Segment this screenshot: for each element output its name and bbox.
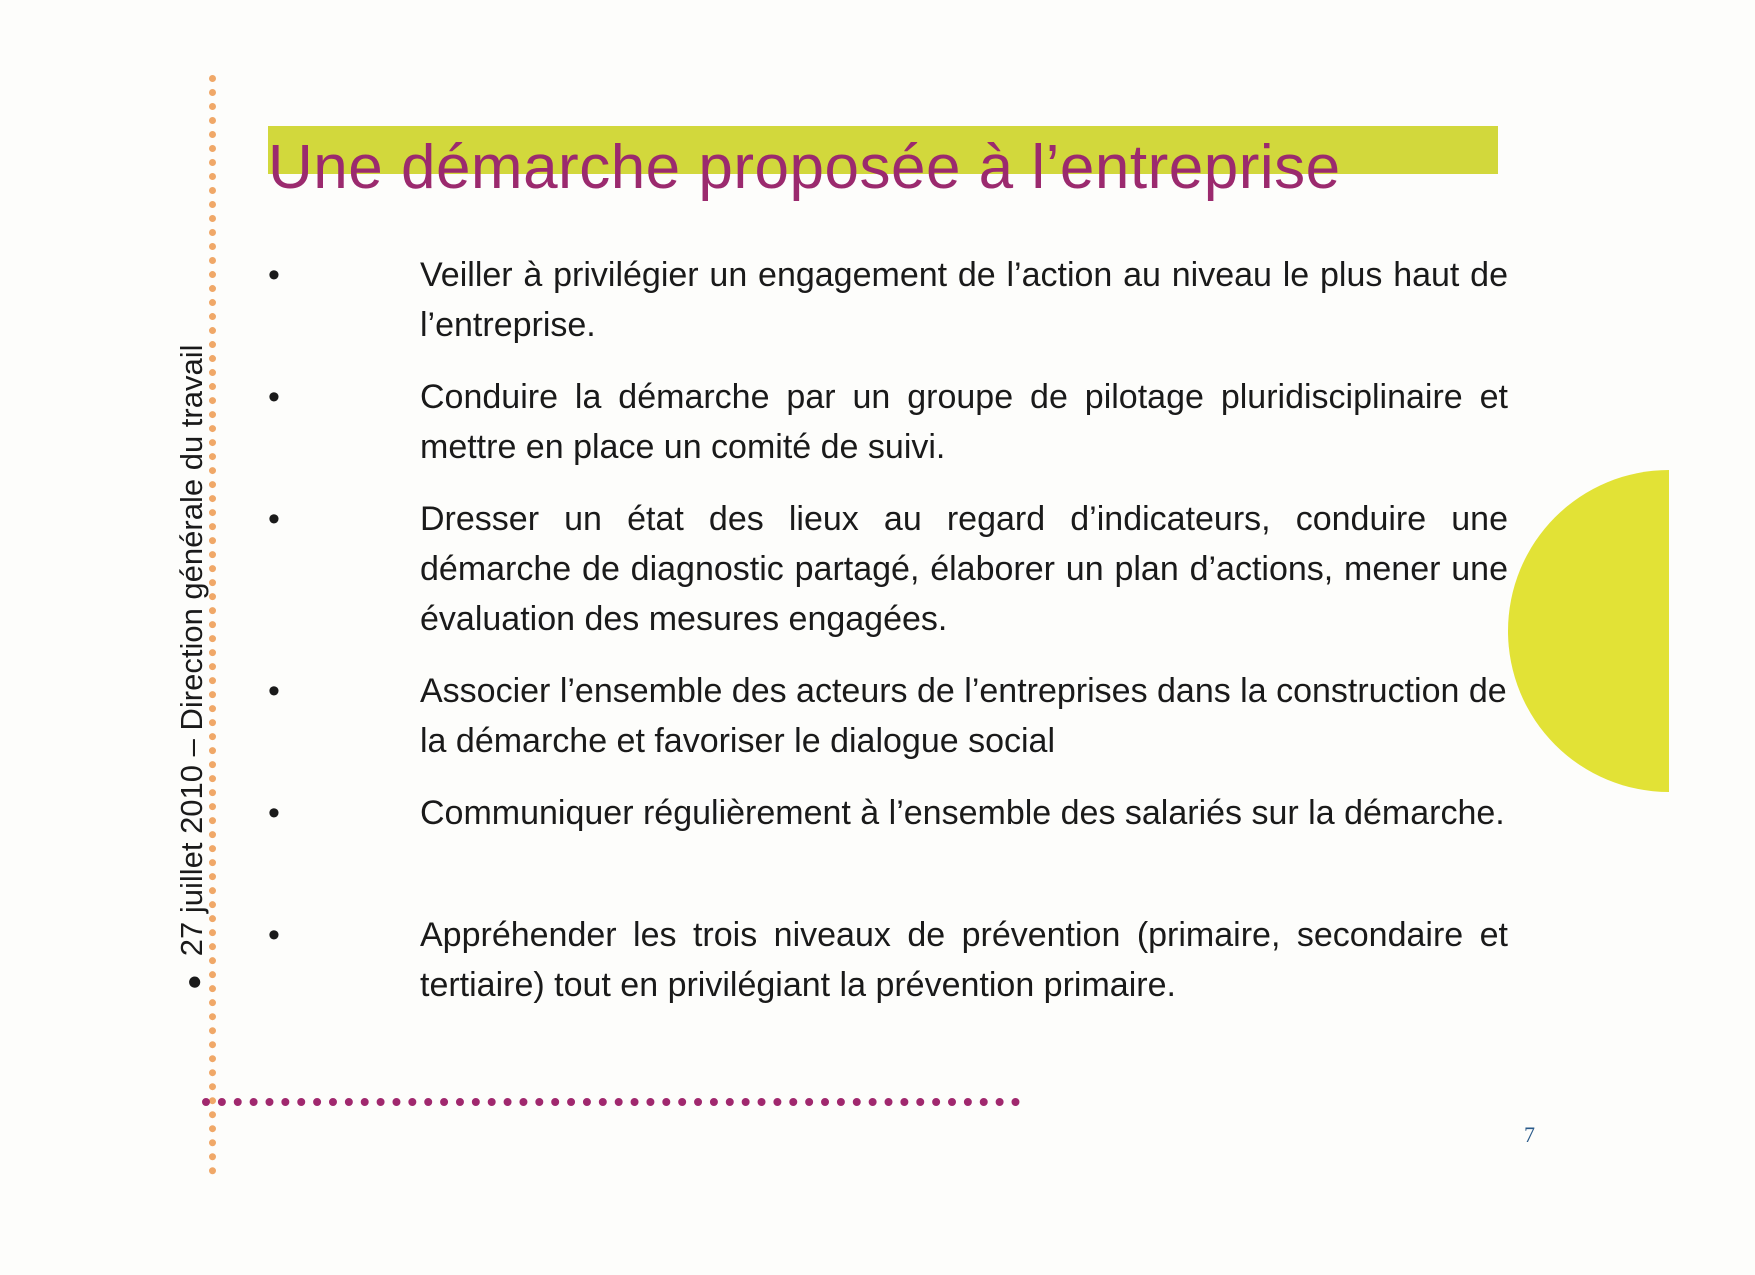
bullet-text: Veiller à privilégier un engagement de l’action au niveau le plus haut de l’entreprise. — [420, 256, 1508, 344]
side-caption — [172, 270, 212, 990]
bullet-marker: • — [268, 256, 280, 294]
side-caption-text: 27 juillet 2010 – Direction générale du travail — [174, 344, 209, 957]
bullet-marker: • — [268, 378, 280, 416]
caption-bullet: ● — [178, 974, 208, 990]
bullet-marker: • — [268, 672, 280, 710]
bullet-text: Conduire la démarche par un groupe de pilotage pluridisciplinaire et mettre en place un comité de suivi. — [420, 378, 1508, 466]
bullet-text: Communiquer régulièrement à l’ensemble des salariés sur la démarche. — [420, 794, 1505, 832]
bullet-text: Associer l’ensemble des acteurs de l’entreprises dans la construction de la démarche et favoriser le dialogue social — [420, 672, 1507, 760]
bullet-marker: • — [268, 794, 280, 832]
decorative-half-circle — [1508, 470, 1755, 792]
bullet-text: Dresser un état des lieux au regard d’indicateurs, conduire une démarche de diagnostic partagé, élaborer un plan d’actions, mener une évaluation des mesures engagées. — [420, 500, 1508, 638]
slide-title: Une démarche proposée à l’entreprise — [268, 133, 1341, 202]
bullet-text: Appréhender les trois niveaux de prévention (primaire, secondaire et tertiaire) tout en privilégiant la prévention primaire. — [420, 916, 1508, 1004]
horizontal-dotted-rule — [202, 1098, 1020, 1106]
page-number: 7 — [1524, 1122, 1535, 1147]
bullet-marker: • — [268, 500, 280, 538]
bullet-marker: • — [268, 916, 280, 954]
